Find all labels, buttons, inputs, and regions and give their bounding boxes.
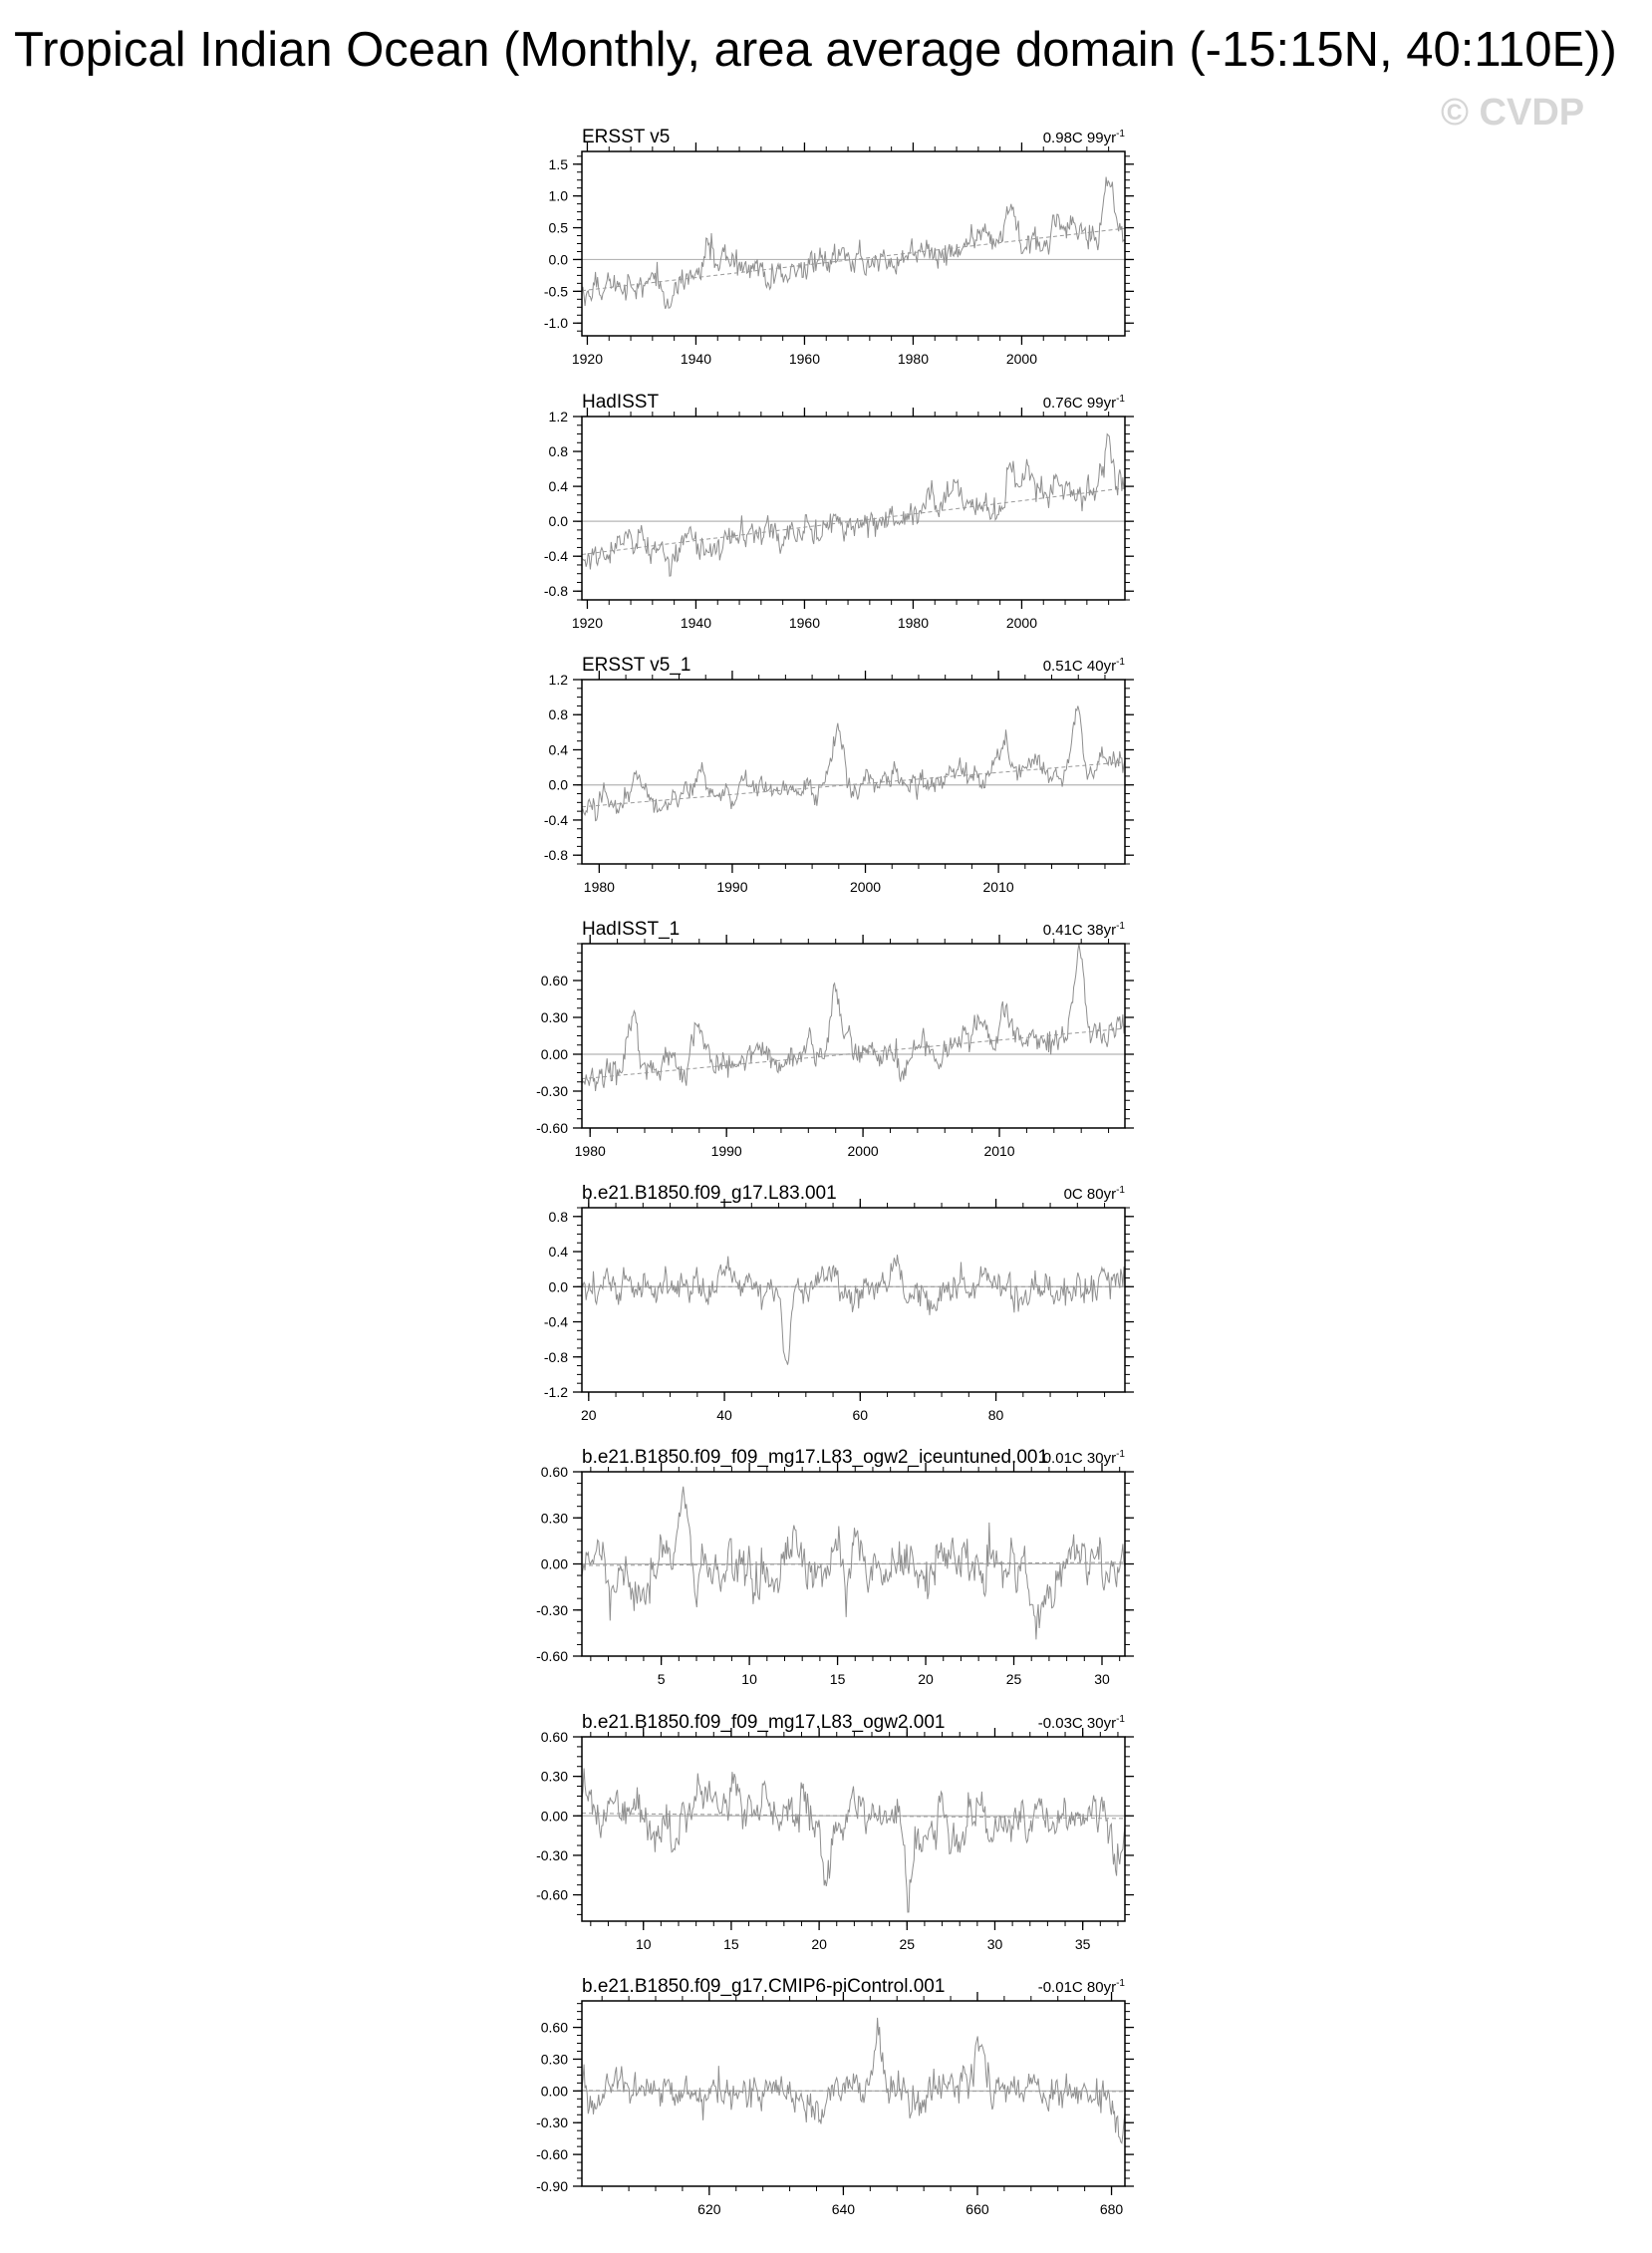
- y-tick-label: -0.30: [536, 1846, 568, 1863]
- y-tick-label: 0.60: [540, 1464, 568, 1480]
- y-tick-label: 1.5: [548, 155, 568, 172]
- x-tick-label: 1960: [788, 615, 821, 631]
- trend-label: 0.41C $38yr^{-1}$: [1042, 921, 1125, 939]
- y-tick-label: -0.8: [543, 847, 568, 864]
- y-tick-label: 0.00: [540, 1808, 568, 1825]
- y-tick-label: 0.30: [540, 1510, 568, 1527]
- y-tick-label: -0.5: [543, 283, 568, 300]
- y-tick-label: -1.0: [543, 315, 568, 332]
- data-series-line: [582, 2018, 1125, 2143]
- chart-panel-8: [536, 1976, 1134, 2217]
- x-tick-label: 1980: [583, 879, 615, 895]
- x-tick-label: 20: [811, 1936, 827, 1952]
- data-series-line: [582, 944, 1125, 1091]
- x-tick-label: 2010: [983, 1143, 1015, 1159]
- y-tick-label: -0.60: [536, 1120, 568, 1136]
- x-tick-label: 2000: [849, 879, 882, 895]
- data-series-line: [582, 177, 1125, 309]
- y-tick-label: -1.2: [543, 1384, 568, 1400]
- x-tick-label: 620: [697, 2201, 721, 2217]
- x-tick-label: 25: [899, 1936, 916, 1952]
- x-tick-label: 40: [716, 1407, 732, 1423]
- x-tick-label: 1940: [680, 615, 712, 631]
- trend-label: -0.03C $30yr^{-1}$: [1037, 1714, 1125, 1732]
- chart-title: HadISST: [582, 392, 660, 413]
- x-tick-label: 2010: [982, 879, 1014, 895]
- x-tick-label: 1990: [710, 1143, 742, 1159]
- y-tick-label: 0.0: [548, 1278, 568, 1295]
- y-tick-label: -0.4: [543, 1313, 568, 1330]
- x-tick-label: 2000: [847, 1143, 879, 1159]
- y-tick-label: 0.8: [548, 443, 568, 460]
- y-tick-label: -0.4: [543, 548, 568, 565]
- x-tick-label: 20: [918, 1671, 934, 1687]
- y-tick-label: 0.00: [540, 1046, 568, 1062]
- y-tick-label: 0.8: [548, 706, 568, 723]
- y-tick-label: 0.60: [540, 1729, 568, 1745]
- x-tick-label: 1980: [897, 351, 930, 367]
- x-tick-label: 1990: [716, 879, 748, 895]
- plot-frame: [582, 680, 1125, 864]
- x-tick-label: 1980: [897, 615, 930, 631]
- chart-panel-3: [544, 655, 1134, 895]
- y-tick-label: -0.60: [536, 1886, 568, 1903]
- page-title: Tropical Indian Ocean (Monthly, area average domain (-15:15N, 40:110E)): [14, 23, 1617, 77]
- y-tick-label: -0.8: [543, 583, 568, 600]
- x-tick-label: 80: [987, 1407, 1004, 1423]
- data-series-line: [582, 434, 1125, 576]
- chart-panel-6: [536, 1447, 1134, 1687]
- chart-title: b.e21.B1850.f09_f09_mg17.L83_ogw2.001: [582, 1712, 946, 1733]
- trend-label: 0.98C $99yr^{-1}$: [1042, 129, 1125, 146]
- y-tick-label: -0.60: [536, 1648, 568, 1664]
- x-tick-label: 10: [635, 1936, 652, 1952]
- y-tick-label: -0.30: [536, 1083, 568, 1099]
- x-tick-label: 1920: [571, 351, 604, 367]
- trend-label: 0.51C $40yr^{-1}$: [1042, 657, 1125, 675]
- chart-panel-7: [536, 1712, 1134, 1952]
- chart-panel-2: [544, 392, 1134, 631]
- x-tick-label: 680: [1099, 2201, 1124, 2217]
- y-tick-label: -0.4: [543, 811, 568, 828]
- y-tick-label: 0.00: [540, 1555, 568, 1572]
- trend-label: -0.01C $80yr^{-1}$: [1037, 1978, 1125, 1996]
- x-tick-label: 5: [657, 1671, 666, 1687]
- y-tick-label: 0.30: [540, 1009, 568, 1025]
- chart-title: b.e21.B1850.f09_f09_mg17.L83_ogw2_iceuntuned.001: [582, 1447, 1049, 1468]
- data-series-line: [582, 1769, 1125, 1913]
- y-tick-label: 0.30: [540, 1768, 568, 1785]
- plot-frame: [582, 151, 1125, 336]
- y-tick-label: -0.30: [536, 2114, 568, 2131]
- y-tick-label: 0.4: [548, 741, 568, 758]
- chart-panel-1: [544, 127, 1134, 367]
- y-tick-label: -0.90: [536, 2178, 568, 2194]
- y-tick-label: -0.60: [536, 2146, 568, 2163]
- x-tick-label: 35: [1074, 1936, 1091, 1952]
- x-tick-label: 1940: [680, 351, 712, 367]
- y-tick-label: -0.30: [536, 1601, 568, 1618]
- y-tick-label: 1.2: [548, 672, 568, 688]
- y-tick-label: 1.2: [548, 409, 568, 424]
- y-tick-label: 0.00: [540, 2083, 568, 2100]
- x-tick-label: 25: [1005, 1671, 1022, 1687]
- chart-title: ERSST v5_1: [582, 655, 691, 676]
- x-tick-label: 1920: [571, 615, 604, 631]
- y-tick-label: 0.4: [548, 1244, 568, 1261]
- y-tick-label: 0.0: [548, 776, 568, 793]
- trend-label: 0.01C $30yr^{-1}$: [1042, 1449, 1125, 1467]
- x-tick-label: 2000: [1005, 351, 1038, 367]
- plot-frame: [582, 1737, 1125, 1921]
- chart-panel-4: [536, 919, 1134, 1159]
- y-tick-label: 0.0: [548, 513, 568, 530]
- y-tick-label: 1.0: [548, 187, 568, 204]
- plot-frame: [582, 417, 1125, 600]
- y-tick-label: 0.60: [540, 2019, 568, 2036]
- cvdp-watermark: © CVDP: [1441, 92, 1585, 134]
- trend-line: [582, 1028, 1125, 1079]
- x-tick-label: 10: [741, 1671, 757, 1687]
- y-tick-label: 0.8: [548, 1208, 568, 1225]
- y-tick-label: 0.60: [540, 973, 568, 988]
- x-tick-label: 2000: [1005, 615, 1038, 631]
- x-tick-label: 15: [723, 1936, 739, 1952]
- chart-title: b.e21.B1850.f09_g17.CMIP6-piControl.001: [582, 1976, 946, 1997]
- chart-panel-5: [544, 1183, 1134, 1423]
- plot-frame: [582, 1208, 1125, 1392]
- x-tick-label: 30: [1094, 1671, 1110, 1687]
- y-tick-label: 0.0: [548, 251, 568, 268]
- x-tick-label: 1980: [574, 1143, 606, 1159]
- y-tick-label: 0.30: [540, 2051, 568, 2068]
- chart-title: HadISST_1: [582, 919, 681, 940]
- x-tick-label: 15: [829, 1671, 846, 1687]
- chart-title: ERSST v5: [582, 127, 671, 147]
- data-series-line: [582, 706, 1125, 821]
- y-tick-label: 0.5: [548, 219, 568, 236]
- x-tick-label: 640: [831, 2201, 856, 2217]
- x-tick-label: 60: [852, 1407, 869, 1423]
- chart-title: b.e21.B1850.f09_g17.L83.001: [582, 1183, 837, 1204]
- trend-label: 0C $80yr^{-1}$: [1063, 1185, 1125, 1203]
- x-tick-label: 1960: [788, 351, 821, 367]
- x-tick-label: 20: [581, 1407, 597, 1423]
- y-tick-label: -0.8: [543, 1348, 568, 1365]
- trend-label: 0.76C $99yr^{-1}$: [1042, 394, 1125, 412]
- x-tick-label: 660: [965, 2201, 989, 2217]
- y-tick-label: 0.4: [548, 478, 568, 495]
- x-tick-label: 30: [986, 1936, 1003, 1952]
- data-series-line: [582, 1255, 1125, 1364]
